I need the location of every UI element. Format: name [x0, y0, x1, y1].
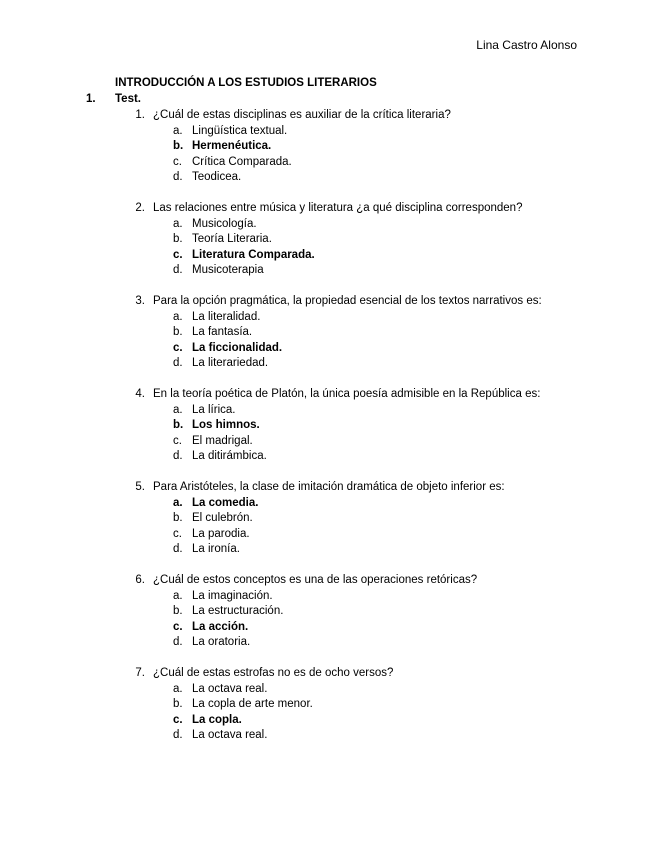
option-item — [0, 403, 655, 419]
question-text: ¿Cuál de estas disciplinas es auxiliar de la crítica literaria? — [153, 109, 451, 121]
option-letter: a. — [173, 682, 183, 695]
section-number: 1. — [86, 93, 96, 105]
option-letter: a. — [173, 310, 183, 323]
option-letter: b. — [173, 605, 183, 617]
option-letter: c. — [173, 155, 182, 168]
option-letter: c. — [173, 434, 182, 447]
option-letter: c. — [173, 248, 183, 261]
question-number: 2. — [135, 202, 145, 214]
question-number: 3. — [135, 295, 145, 307]
option-text: Crítica Comparada. — [192, 155, 292, 168]
option-letter: d. — [173, 264, 183, 276]
option-letter: a. — [173, 124, 183, 137]
question-number: 7. — [135, 667, 145, 679]
option-item — [0, 635, 655, 651]
question-list — [0, 108, 655, 759]
question-item — [0, 108, 655, 186]
option-letter: b. — [173, 512, 183, 524]
question-line — [0, 108, 655, 124]
option-text: La ironía. — [192, 543, 240, 555]
option-item — [0, 713, 655, 729]
option-text: La literalidad. — [192, 310, 261, 323]
option-text: Musicoterapia — [192, 264, 264, 276]
question-item — [0, 201, 655, 279]
question-item — [0, 294, 655, 372]
question-line — [0, 480, 655, 496]
option-text: Teoría Literaria. — [192, 233, 272, 245]
option-item — [0, 620, 655, 636]
option-item — [0, 170, 655, 186]
option-letter: a. — [173, 403, 183, 416]
option-item — [0, 542, 655, 558]
option-item — [0, 511, 655, 527]
option-item — [0, 325, 655, 341]
option-text: El madrigal. — [192, 434, 253, 447]
option-item — [0, 310, 655, 326]
option-text: La literariedad. — [192, 357, 269, 369]
option-item — [0, 682, 655, 698]
option-item — [0, 589, 655, 605]
option-letter: c. — [173, 527, 182, 540]
question-item — [0, 666, 655, 744]
section-label: Test. — [115, 93, 141, 105]
option-text: La copla de arte menor. — [192, 698, 313, 710]
option-letter: b. — [173, 140, 184, 152]
question-number: 5. — [135, 481, 145, 493]
question-line — [0, 573, 655, 589]
question-text: En la teoría poética de Platón, la única poesía admisible en la República es: — [153, 388, 541, 400]
option-letter: a. — [173, 217, 183, 230]
option-letter: b. — [173, 419, 184, 431]
option-item — [0, 217, 655, 233]
option-item — [0, 356, 655, 372]
option-text: La lírica. — [192, 403, 236, 416]
option-letter: d. — [173, 171, 183, 183]
option-letter: d. — [173, 357, 183, 369]
option-letter: c. — [173, 713, 183, 726]
option-letter: c. — [173, 341, 183, 354]
question-number: 6. — [135, 574, 145, 586]
option-text: La parodia. — [192, 527, 250, 540]
author-name: Lina Castro Alonso — [476, 38, 577, 52]
option-text: Lingüística textual. — [192, 124, 288, 137]
option-letter: d. — [173, 729, 183, 741]
option-letter: b. — [173, 698, 183, 710]
option-item — [0, 434, 655, 450]
option-item — [0, 341, 655, 357]
question-text: Para la opción pragmática, la propiedad esencial de los textos narrativos es: — [153, 295, 542, 307]
option-item — [0, 697, 655, 713]
option-text: El culebrón. — [192, 512, 253, 524]
option-text: La ficcionalidad. — [192, 341, 283, 354]
option-text: La oratoria. — [192, 636, 251, 648]
option-letter: d. — [173, 636, 183, 648]
option-item — [0, 418, 655, 434]
option-text: La octava real. — [192, 682, 268, 695]
option-letter: a. — [173, 496, 183, 509]
option-text: La imaginación. — [192, 589, 273, 602]
option-letter: d. — [173, 450, 183, 462]
option-text: Literatura Comparada. — [192, 248, 315, 261]
question-line — [0, 387, 655, 403]
option-item — [0, 124, 655, 140]
option-letter: b. — [173, 326, 183, 338]
question-line — [0, 294, 655, 310]
option-item — [0, 139, 655, 155]
question-text: Para Aristóteles, la clase de imitación dramática de objeto inferior es: — [153, 481, 505, 493]
option-item — [0, 155, 655, 171]
option-item — [0, 728, 655, 744]
question-text: ¿Cuál de estos conceptos es una de las operaciones retóricas? — [153, 574, 478, 586]
question-line — [0, 201, 655, 217]
option-text: Hermenéutica. — [192, 140, 272, 152]
option-item — [0, 449, 655, 465]
document-title: INTRODUCCIÓN A LOS ESTUDIOS LITERARIOS — [115, 77, 377, 89]
option-item — [0, 527, 655, 543]
option-text: Los himnos. — [192, 419, 260, 431]
option-item — [0, 263, 655, 279]
option-text: La ditirámbica. — [192, 450, 267, 462]
option-letter: a. — [173, 589, 183, 602]
question-item — [0, 573, 655, 651]
option-letter: b. — [173, 233, 183, 245]
option-item — [0, 232, 655, 248]
option-text: La octava real. — [192, 729, 268, 741]
option-item — [0, 248, 655, 264]
option-item — [0, 496, 655, 512]
option-text: La fantasía. — [192, 326, 253, 338]
question-number: 4. — [135, 388, 145, 400]
option-item — [0, 604, 655, 620]
question-text: Las relaciones entre música y literatura ¿a qué disciplina corresponden? — [153, 202, 523, 214]
option-text: La copla. — [192, 713, 242, 726]
question-item — [0, 387, 655, 465]
question-line — [0, 666, 655, 682]
option-text: Teodicea. — [192, 171, 242, 183]
option-text: La estructuración. — [192, 605, 284, 617]
question-text: ¿Cuál de estas estrofas no es de ocho versos? — [153, 667, 394, 679]
option-letter: d. — [173, 543, 183, 555]
question-number: 1. — [135, 109, 145, 121]
option-text: Musicología. — [192, 217, 257, 230]
option-letter: c. — [173, 620, 183, 633]
option-text: La acción. — [192, 620, 249, 633]
option-text: La comedia. — [192, 496, 259, 509]
question-item — [0, 480, 655, 558]
